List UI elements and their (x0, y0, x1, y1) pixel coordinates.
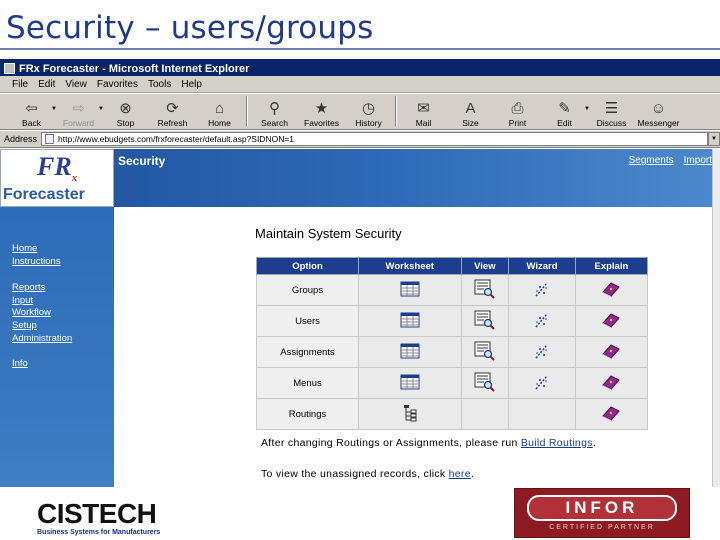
home-button[interactable] (196, 94, 243, 128)
stop-icon: ⊗ (119, 100, 132, 117)
address-label: Address (4, 134, 38, 144)
worksheet-cell (359, 368, 462, 399)
option-cell: Groups (257, 275, 359, 306)
option-cell: Assignments (257, 337, 359, 368)
favorites-button[interactable] (298, 94, 345, 128)
here-link[interactable]: here (448, 468, 471, 480)
col-view: View (461, 258, 509, 275)
explain-icon[interactable] (601, 342, 621, 363)
toolbar-separator (395, 96, 397, 126)
explain-cell (575, 368, 647, 399)
option-cell: Users (257, 306, 359, 337)
frx-forecaster-logo[interactable] (0, 149, 114, 207)
vertical-scrollbar[interactable] (712, 149, 720, 487)
note2-suffix: . (470, 468, 475, 480)
nav-setup[interactable]: Setup (12, 320, 37, 331)
back-arrow-icon: ⇦ (25, 100, 38, 117)
size-label: Size (462, 118, 479, 128)
home-label: Home (208, 118, 231, 128)
window-titlebar[interactable] (0, 59, 720, 76)
build-routings-link[interactable]: Build Routings (520, 437, 593, 449)
note2-text: To view the unassigned records, click (261, 468, 449, 480)
history-icon: ◷ (361, 100, 376, 117)
nav-reports[interactable]: Reports (12, 282, 46, 293)
forward-button[interactable] (55, 94, 102, 128)
wizard-icon[interactable] (532, 279, 552, 302)
address-bar (0, 131, 720, 148)
import-link[interactable]: Import (683, 155, 712, 166)
nav-instructions[interactable]: Instructions (12, 256, 61, 267)
menu-tools[interactable]: Tools (147, 78, 172, 90)
refresh-button[interactable] (149, 94, 196, 128)
wizard-icon[interactable] (532, 372, 552, 395)
menu-favorites[interactable]: Favorites (96, 78, 138, 90)
size-icon: A (465, 100, 476, 117)
security-table-body (257, 275, 648, 430)
chevron-down-icon[interactable]: ▼ (98, 106, 104, 112)
explain-icon[interactable] (601, 311, 621, 332)
history-button[interactable] (345, 94, 392, 128)
address-url: http://www.ebudgets.com/frxforecaster/default.asp?SIDNON=1 (58, 134, 295, 144)
page-title: Security (118, 154, 166, 168)
wizard-cell (509, 275, 576, 306)
window-title: FRx Forecaster - Microsoft Internet Explorer (19, 62, 250, 75)
wizard-icon[interactable] (532, 310, 552, 333)
nav-info[interactable]: Info (12, 358, 28, 369)
worksheet-cell (359, 306, 462, 337)
discuss-button[interactable] (588, 94, 635, 128)
explain-cell (575, 306, 647, 337)
logo-text: Forecaster (3, 186, 85, 203)
search-button[interactable] (251, 94, 298, 128)
ie-app-icon (4, 63, 15, 74)
wizard-cell (509, 368, 576, 399)
print-icon: ⎙ (511, 100, 524, 117)
infor-tagline: CERTIFIED PARTNER (549, 524, 655, 531)
explain-icon[interactable] (601, 404, 621, 425)
logo-mark-sub: x (71, 172, 78, 185)
slide-title: Security – users/groups (6, 10, 374, 46)
segments-link[interactable]: Segments (628, 155, 674, 166)
nav-administration[interactable]: Administration (12, 333, 73, 344)
table-row (257, 306, 648, 337)
table-header-row (257, 258, 648, 275)
wizard-cell (509, 337, 576, 368)
unassigned-note (261, 468, 474, 480)
explain-icon[interactable] (601, 280, 621, 301)
main-heading: Maintain System Security (255, 226, 402, 241)
table-row (257, 337, 648, 368)
explain-cell (575, 337, 647, 368)
search-icon: ⚲ (269, 100, 280, 117)
menu-help[interactable]: Help (181, 78, 202, 90)
explain-icon[interactable] (601, 373, 621, 394)
top-links (629, 155, 712, 166)
cistech-tagline: Business Systems for Manufacturers (37, 529, 161, 536)
infor-name: INFOR (527, 495, 677, 521)
nav-workflow[interactable]: Workflow (12, 307, 51, 318)
table-row (257, 368, 648, 399)
mail-label: Mail (415, 118, 432, 128)
size-button[interactable] (447, 94, 494, 128)
view-cell (461, 399, 509, 430)
page-icon (45, 134, 54, 144)
menu-view[interactable]: View (65, 78, 87, 90)
back-button[interactable] (8, 94, 55, 128)
tree-cell (359, 399, 462, 430)
home-icon: ⌂ (214, 100, 225, 117)
edit-button[interactable] (541, 94, 588, 128)
logo-mark-text: FR (37, 152, 72, 181)
forward-label: Forward (62, 118, 95, 128)
edit-label: Edit (557, 118, 572, 128)
messenger-button[interactable] (635, 94, 682, 128)
discuss-label: Discuss (596, 118, 627, 128)
mail-button[interactable] (400, 94, 447, 128)
back-label: Back (22, 118, 41, 128)
stop-button[interactable] (102, 94, 149, 128)
nav-input[interactable]: Input (12, 295, 34, 306)
note1-text: After changing Routings or Assignments, please run (261, 437, 521, 449)
explain-cell (575, 399, 647, 430)
option-cell: Routings (257, 399, 359, 430)
view-icon[interactable] (474, 341, 496, 364)
favorites-label: Favorites (304, 118, 339, 128)
worksheet-cell (359, 275, 462, 306)
cistech-logo (37, 500, 160, 536)
infor-logo (514, 488, 690, 538)
build-routings-note (261, 437, 596, 449)
print-button[interactable] (494, 94, 541, 128)
menu-bar (0, 76, 720, 93)
option-cell: Menus (257, 368, 359, 399)
table-row (257, 399, 648, 430)
wizard-cell (509, 306, 576, 337)
worksheet-icon[interactable] (400, 312, 420, 331)
view-cell (461, 337, 509, 368)
worksheet-icon[interactable] (400, 343, 420, 362)
view-icon[interactable] (474, 372, 496, 395)
messenger-icon: ☺ (650, 100, 667, 117)
left-nav (0, 207, 114, 487)
mail-icon: ✉ (417, 100, 430, 117)
menu-edit[interactable]: Edit (38, 78, 56, 90)
history-label: History (355, 118, 382, 128)
table-row (257, 275, 648, 306)
toolbar-separator (246, 96, 248, 126)
note1-suffix: . (592, 437, 596, 449)
view-icon[interactable] (474, 310, 496, 333)
chevron-down-icon[interactable]: ▼ (51, 106, 57, 112)
chevron-down-icon[interactable]: ▼ (708, 132, 720, 146)
col-option: Option (257, 258, 359, 275)
page-content (0, 149, 720, 487)
browser-toolbar (0, 94, 720, 130)
title-divider (0, 48, 720, 50)
messenger-label: Messenger (637, 118, 680, 128)
col-wizard: Wizard (509, 258, 576, 275)
view-cell (461, 368, 509, 399)
menu-file[interactable]: File (12, 78, 29, 90)
worksheet-icon[interactable] (400, 281, 420, 300)
tree-icon[interactable] (403, 404, 417, 425)
view-icon[interactable] (474, 279, 496, 302)
print-label: Print (508, 118, 527, 128)
refresh-label: Refresh (157, 118, 188, 128)
col-explain: Explain (575, 258, 647, 275)
view-cell (461, 306, 509, 337)
view-cell (461, 275, 509, 306)
nav-home[interactable]: Home (12, 243, 38, 254)
refresh-icon: ⟳ (166, 100, 179, 117)
security-table (256, 257, 648, 430)
forward-arrow-icon: ⇨ (72, 100, 85, 117)
stop-label: Stop (116, 118, 135, 128)
wizard-icon[interactable] (532, 341, 552, 364)
col-worksheet: Worksheet (359, 258, 462, 275)
favorites-icon: ★ (314, 100, 329, 117)
wizard-cell (509, 399, 576, 430)
search-label: Search (261, 118, 288, 128)
worksheet-cell (359, 337, 462, 368)
explain-cell (575, 275, 647, 306)
discuss-icon: ☰ (604, 100, 619, 117)
chevron-down-icon[interactable]: ▼ (584, 106, 590, 112)
edit-icon: ✎ (558, 100, 571, 117)
worksheet-icon[interactable] (400, 374, 420, 393)
address-input[interactable] (41, 132, 708, 146)
cistech-name: CISTECH (37, 498, 157, 529)
frx-logo-mark (37, 152, 77, 184)
